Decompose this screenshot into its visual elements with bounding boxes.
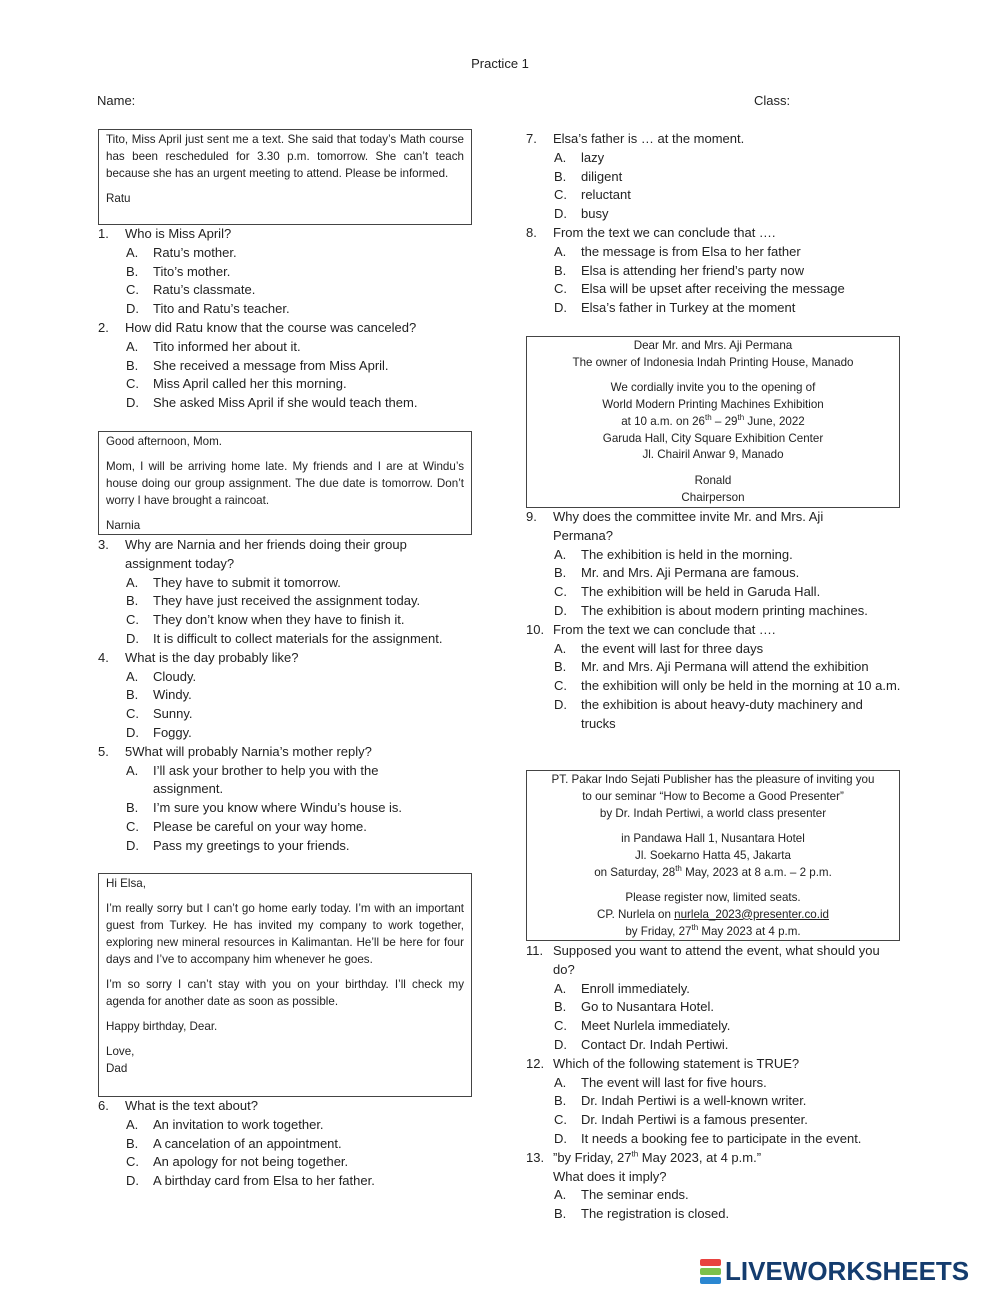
question-9: 9. Why does the committee invite Mr. and Mrs. Aji Permana? (526, 509, 824, 543)
option[interactable]: B. She received a message from Miss April. (126, 357, 389, 373)
liveworksheets-logo (700, 1256, 995, 1286)
option[interactable]: D. Pass my greetings to your friends. (126, 837, 350, 853)
option[interactable]: A. Cloudy. (126, 668, 197, 684)
option[interactable]: B. The registration is closed. (554, 1206, 730, 1222)
question-7: 7. Elsa’s father is … at the moment. (526, 131, 745, 146)
option[interactable]: C. The exhibition will be held in Garuda Hall. (554, 584, 821, 600)
option[interactable]: D. Foggy. (126, 724, 192, 740)
option[interactable]: B. Tito’s mother. (126, 263, 231, 279)
question-group-5 (526, 508, 902, 734)
option[interactable]: B. diligent (554, 168, 623, 184)
invitation-line: Garuda Hall, City Square Exhibition Center (602, 431, 824, 445)
invitation-line: Please register now, limited seats. (625, 890, 801, 904)
text-signature: Ratu (106, 191, 131, 205)
text-box-3 (98, 873, 472, 1097)
option[interactable]: B. Go to Nusantara Hotel. (554, 999, 714, 1015)
question-10: 10. From the text we can conclude that …. (526, 621, 776, 637)
text-body: I’m so sorry I can’t stay with you on your birthday. I’ll check my agenda for another date as soon as possible. (106, 977, 464, 1008)
option[interactable]: B. Mr. and Mrs. Aji Permana are famous. (554, 565, 800, 581)
class-label: Class: (754, 93, 791, 108)
invitation-line: Dear Mr. and Mrs. Aji Permana (633, 339, 793, 352)
email-link[interactable]: nurlela_2023@presenter.co.id (674, 907, 829, 921)
text-love: Love, (106, 1045, 135, 1059)
option[interactable]: A. The seminar ends. (554, 1187, 689, 1203)
option[interactable]: A. lazy (554, 149, 605, 165)
option[interactable]: A. Enroll immediately. (554, 980, 690, 996)
question-13-sub: What does it imply? (553, 1168, 667, 1184)
invitation-date: on Saturday, 28th May, 2023 at 8 a.m. – 2 p.m. (594, 863, 832, 879)
option[interactable]: A. The event will last for five hours. (554, 1074, 767, 1090)
option[interactable]: C. the exhibition will only be held in the morning at 10 a.m. (554, 678, 901, 694)
option[interactable]: C. Please be careful on your way home. (126, 818, 367, 834)
option[interactable]: C. Elsa will be upset after receiving the message (554, 281, 845, 297)
invitation-line: Chairperson (681, 490, 745, 504)
option[interactable]: D. busy (554, 206, 609, 222)
question-8: 8. From the text we can conclude that …. (526, 224, 776, 240)
option[interactable]: C. Ratu’s classmate. (126, 282, 256, 298)
option[interactable]: C. reluctant (554, 187, 631, 203)
option[interactable]: D. It is difficult to collect materials for the assignment. (126, 630, 443, 646)
question-group-6 (526, 942, 902, 1224)
option[interactable]: B. Mr. and Mrs. Aji Permana will attend the exhibition (554, 659, 869, 675)
invitation-line: Ronald (694, 473, 732, 487)
logo-text: LIVEWORKSHEETS (725, 1256, 970, 1286)
option[interactable]: D. A birthday card from Elsa to her father. (126, 1173, 375, 1189)
option[interactable]: A. the event will last for three days (554, 640, 764, 656)
contact-line: CP. Nurlela on nurlela_2023@presenter.co.id (597, 907, 829, 921)
option[interactable]: A. I’ll ask your brother to help you with the assignment. (126, 762, 379, 797)
option[interactable]: A. The exhibition is held in the morning. (554, 546, 793, 562)
option[interactable]: B. Dr. Indah Pertiwi is a well-known writer. (554, 1093, 807, 1109)
text-body: Mom, I will be arriving home late. My friends and I are at Windu’s house doing our group assignment. The due date is tomorrow. Don’t worry I have brought a raincoat. (106, 460, 464, 507)
question-5: 5. 5What will probably Narnia’s mother reply? (98, 743, 372, 759)
option[interactable]: C. Dr. Indah Pertiwi is a famous presenter. (554, 1112, 808, 1128)
option[interactable]: D. Contact Dr. Indah Pertiwi. (554, 1036, 729, 1052)
option[interactable]: B. Elsa is attending her friend’s party now (554, 262, 805, 278)
text-greeting: Good afternoon, Mom. (106, 435, 222, 448)
invitation-line: Jl. Chairil Anwar 9, Manado (642, 448, 784, 462)
option[interactable]: D. Tito and Ratu’s teacher. (126, 301, 290, 317)
text-greeting: Hi Elsa, (106, 877, 146, 890)
option[interactable]: C. Meet Nurlela immediately. (554, 1018, 731, 1034)
question-6: 6. What is the text about? (98, 1098, 258, 1113)
question-3: 3. Why are Narnia and her friends doing their group assignment today? (98, 537, 407, 571)
invitation-line: The owner of Indonesia Indah Printing House, Manado (572, 355, 854, 369)
question-13: 13. ”by Friday, 27th May 2023, at 4 p.m.” (526, 1149, 762, 1165)
option[interactable]: D. It needs a booking fee to participate in the event. (554, 1130, 862, 1146)
option[interactable]: A. the message is from Elsa to her father (554, 243, 801, 259)
invitation-line: Jl. Soekarno Hatta 45, Jakarta (635, 848, 791, 862)
option[interactable]: B. They have just received the assignment today. (126, 593, 421, 609)
invitation-date: at 10 a.m. on 26th – 29th June, 2022 (621, 412, 805, 428)
option[interactable]: D. the exhibition is about heavy-duty machinery and trucks (554, 696, 863, 731)
text-box-4 (526, 336, 900, 508)
invitation-line: to our seminar “How to Become a Good Presenter” (582, 789, 844, 803)
text-box-1 (98, 129, 472, 225)
text-box-2 (98, 431, 472, 535)
option[interactable]: B. Windy. (126, 687, 192, 703)
question-group-4 (526, 130, 902, 318)
question-group-2 (98, 536, 474, 856)
deadline-line: by Friday, 27th May 2023 at 4 p.m. (625, 922, 801, 938)
invitation-line: We cordially invite you to the opening of (610, 381, 816, 395)
option[interactable]: D. She asked Miss April if she would teach them. (126, 395, 418, 411)
option[interactable]: D. Elsa’s father in Turkey at the moment (554, 300, 796, 316)
option[interactable]: C. An apology for not being together. (126, 1154, 349, 1170)
option[interactable]: C. They don’t know when they have to finish it. (126, 612, 405, 628)
option[interactable]: C. Miss April called her this morning. (126, 376, 347, 392)
text-signature: Dad (106, 1062, 128, 1076)
text-body: Tito, Miss April just sent me a text. She said that today’s Math course has been rescheduled for 3.30 p.m. tomorrow. She can’t teach because she has an urgent meeting to attend. Please be informed. (106, 133, 464, 180)
option[interactable]: B. A cancelation of an appointment. (126, 1135, 342, 1151)
invitation-line: in Pandawa Hall 1, Nusantara Hotel (621, 831, 805, 845)
text-signature: Narnia (106, 519, 141, 533)
invitation-line: by Dr. Indah Pertiwi, a world class presenter (599, 806, 827, 820)
question-group-3 (98, 1097, 474, 1191)
text-closing: Happy birthday, Dear. (106, 1020, 218, 1034)
option[interactable]: A. Ratu’s mother. (126, 244, 237, 260)
question-11: 11. Supposed you want to attend the event, what should you do? (526, 943, 880, 977)
logo-mark-icon (700, 1259, 721, 1284)
invitation-line: World Modern Printing Machines Exhibition (602, 397, 824, 411)
option[interactable]: C. Sunny. (126, 706, 193, 722)
question-2: 2. How did Ratu know that the course was canceled? (98, 319, 417, 335)
option[interactable]: A. An invitation to work together. (126, 1116, 324, 1132)
option[interactable]: A. Tito informed her about it. (126, 338, 301, 354)
option[interactable]: A. They have to submit it tomorrow. (126, 574, 341, 590)
page-title: Practice 1 (471, 56, 529, 71)
question-group-1 (98, 225, 474, 413)
question-12: 12. Which of the following statement is TRUE? (526, 1055, 800, 1071)
logo-bar (700, 1259, 721, 1266)
invitation-line: PT. Pakar Indo Sejati Publisher has the pleasure of inviting you (551, 773, 875, 786)
logo-bar (700, 1277, 721, 1284)
question-1: 1. Who is Miss April? (98, 226, 232, 241)
logo-bar (700, 1268, 721, 1275)
name-label: Name: (97, 93, 136, 108)
text-body: I’m really sorry but I can’t go home early today. I’m with an important guest from Turkey. He has invited my company to work together, exploring new mineral resources in Kalimantan. He’ll be here for four days and I’ve to accompany him whenever he goes. (106, 902, 464, 966)
text-box-5 (526, 770, 900, 941)
option[interactable]: B. I’m sure you know where Windu’s house is. (126, 800, 403, 816)
option[interactable]: D. The exhibition is about modern printing machines. (554, 602, 868, 618)
question-4: 4. What is the day probably like? (98, 649, 299, 665)
